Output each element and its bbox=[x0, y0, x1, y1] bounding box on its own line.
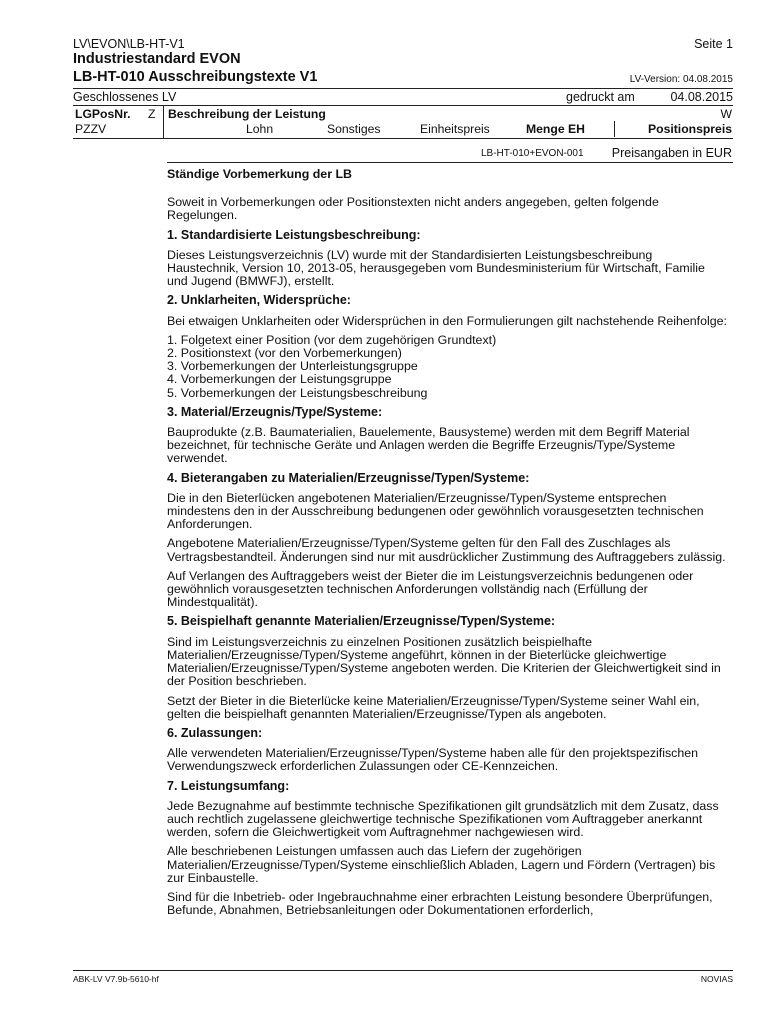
column-separator bbox=[163, 106, 164, 138]
column-sonstiges: Sonstiges bbox=[327, 122, 381, 136]
paragraph: Bauprodukte (z.B. Baumaterialien, Bauelemente, Bausysteme) werden mit dem Begriff Material bezeichnet, für technische Geräte und Anlagen werden die Begriffe Erzeugnis/Type/Systeme verwendet. bbox=[167, 425, 690, 466]
printed-date: 04.08.2015 bbox=[670, 90, 733, 104]
column-w: W bbox=[720, 107, 732, 121]
section-heading: 5. Beispielhaft genannte Materialien/Erzeugnisse/Typen/Systeme: bbox=[167, 614, 556, 629]
column-lohn: Lohn bbox=[246, 122, 274, 136]
footer-rule bbox=[73, 970, 733, 971]
list-item: 3. Vorbemerkungen der Unterleistungsgruppe bbox=[167, 359, 418, 374]
column-pzzv: PZZV bbox=[75, 122, 107, 136]
column-z: Z bbox=[148, 107, 156, 121]
section-heading: 3. Material/Erzeugnis/Type/Systeme: bbox=[167, 404, 383, 419]
paragraph: Jede Bezugnahme auf bestimmte technische Spezifikationen gilt grundsätzlich mit dem Zusatz, dass auch rechtlich zugelassene gleichwertige technische Spezifikationen vom Auftraggeber anerkannt werden, sofern die Gleichwertigkeit vom Auftragnehmer nachgewiesen wird. bbox=[167, 798, 719, 840]
paragraph: Angebotene Materialien/Erzeugnisse/Typen/Systeme gelten für den Fall des Zuschlages als Vertragsbestandteil. Änderungen sind nur mit ausdrücklicher Zustimmung des Auftraggebers zulässig. bbox=[167, 536, 726, 564]
paragraph: Dieses Leistungsverzeichnis (LV) wurde mit der Standardisierten Leistungsbeschreibung Haustechnik, Version 10, 2013-05, herausgegeben vom Bundesministerium für Wirtschaft, Familie und Jugend (BMWFJ), erstellt. bbox=[167, 247, 705, 289]
paragraph: Alle verwendeten Materialien/Erzeugnisse/Typen/Systeme haben alle für den projektspezifischen Verwendungszweck erforderlichen Zulassungen oder CE-Kennzeichen. bbox=[167, 746, 699, 774]
lb-code: LB-HT-010+EVON-001 bbox=[481, 148, 584, 159]
price-note: Preisangaben in EUR bbox=[611, 146, 732, 160]
priority-list bbox=[167, 334, 727, 400]
paragraph: Sind im Leistungsverzeichnis zu einzelnen Positionen zusätzlich beispielhafte Materialien/Erzeugnisse/Typen/Systeme angeführt, können in der Bieterlücke gleichwertige Materialien/Erzeugnisse/Typen/Systeme angeboten werden. Die Kriterien der Gleichwertigkeit sind in der Position beschrieben. bbox=[167, 634, 721, 689]
paragraph: Auf Verlangen des Auftraggebers weist der Bieter die im Leistungsverzeichnis bedungenen oder gewöhnlich vorausgesetzten technischen Anforderungen vollständig nach (Erfüllung der Mindestqualität). bbox=[167, 568, 694, 610]
lv-type: Geschlossenes LV bbox=[73, 90, 177, 104]
printed-label: gedruckt am bbox=[566, 90, 635, 104]
lv-version: LV-Version: 04.08.2015 bbox=[629, 74, 733, 85]
paragraph: Sind für die Inbetrieb- oder Ingebrauchnahme einer erbrachten Leistung besondere Überprüfungen, Befunde, Abnahmen, Betriebsanleitungen oder Dokumentationen erforderlich, bbox=[167, 889, 713, 918]
column-einheitspreis: Einheitspreis bbox=[420, 122, 490, 136]
paragraph: Die in den Bieterlücken angebotenen Materialien/Erzeugnisse/Typen/Systeme entsprechen mindestens den in der Ausschreibung bedungenen oder gewöhnlich vorausgesetzten technischen Anforderungen. bbox=[167, 490, 704, 532]
section-heading: 1. Standardisierte Leistungsbeschreibung: bbox=[167, 227, 421, 242]
column-lgposnr: LGPosNr. bbox=[75, 107, 131, 121]
subheader-rule bbox=[167, 162, 733, 163]
column-beschreibung: Beschreibung der Leistung bbox=[168, 107, 326, 121]
document-subtitle: LB-HT-010 Ausschreibungstexte V1 bbox=[73, 69, 318, 85]
section-heading: 6. Zulassungen: bbox=[167, 725, 263, 740]
list-item: 4. Vorbemerkungen der Leistungsgruppe bbox=[167, 372, 392, 387]
document-title: Industriestandard EVON bbox=[73, 51, 241, 67]
content-body bbox=[167, 168, 727, 923]
list-item: 1. Folgetext einer Position (vor dem zugehörigen Grundtext) bbox=[167, 332, 497, 347]
section-heading: 2. Unklarheiten, Widersprüche: bbox=[167, 293, 351, 308]
column-positionspreis: Positionspreis bbox=[648, 122, 732, 136]
section-heading: 4. Bieterangaben zu Materialien/Erzeugnisse/Typen/Systeme: bbox=[167, 470, 530, 485]
paragraph: Alle beschriebenen Leistungen umfassen auch das Liefern der zugehörigen Materialien/Erzeugnisse/Typen/Systeme einschließlich Abladen, Lagern und Fördern (Vertragen) bis zur Einbaustelle. bbox=[167, 844, 716, 885]
column-separator-right bbox=[614, 121, 615, 137]
header-rule bbox=[73, 88, 733, 89]
intro-paragraph: Soweit in Vorbemerkungen oder Positionstexten nicht anders angegeben, gelten folgende Regelungen. bbox=[167, 195, 659, 223]
page-number: Seite 1 bbox=[694, 37, 733, 51]
footer-software: ABK-LV V7.9b-5610-hf bbox=[73, 974, 159, 984]
column-header-bottom-rule bbox=[73, 138, 733, 139]
paragraph: Setzt der Bieter in die Bieterlücke keine Materialien/Erzeugnisse/Typen/Systeme seiner Wahl ein, gelten die beispielhaft genannten Materialien/Erzeugnisse/Typen als angeboten. bbox=[167, 693, 700, 721]
paragraph: Bei etwaigen Unklarheiten oder Widersprüchen in den Formulierungen gilt nachstehende Reihenfolge: bbox=[167, 313, 727, 328]
section-title: Ständige Vorbemerkung der LB bbox=[167, 167, 352, 181]
footer-vendor: NOVIAS bbox=[700, 974, 733, 984]
list-item: 5. Vorbemerkungen der Leistungsbeschreibung bbox=[167, 385, 428, 400]
list-item: 2. Positionstext (vor den Vorbemerkungen) bbox=[167, 346, 402, 361]
section-heading: 7. Leistungsumfang: bbox=[167, 778, 290, 793]
column-menge-eh: Menge EH bbox=[526, 122, 585, 136]
document-path: LV\EVON\LB-HT-V1 bbox=[73, 37, 185, 51]
